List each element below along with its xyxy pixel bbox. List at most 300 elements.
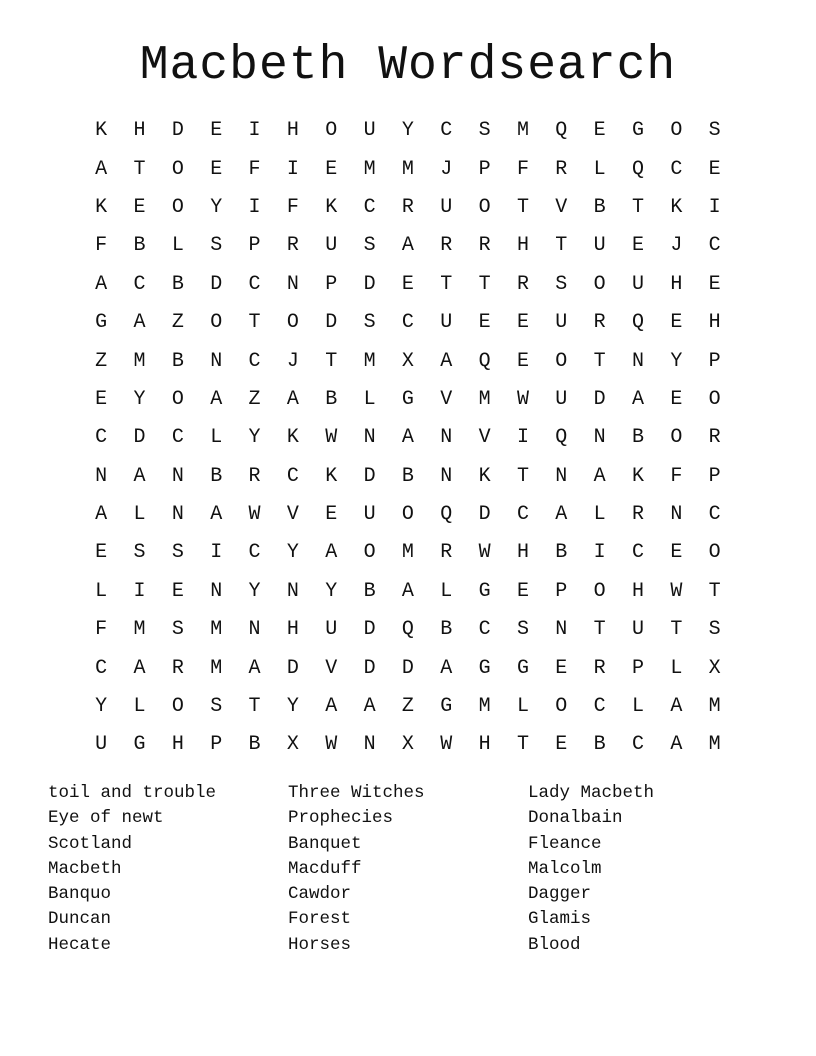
- grid-cell: B: [401, 464, 414, 488]
- word-list-item: Banquet: [288, 833, 362, 854]
- grid-cell: C: [95, 426, 108, 450]
- grid-cell: U: [555, 311, 568, 335]
- grid-cell: I: [248, 119, 261, 143]
- grid-cell: T: [248, 695, 261, 719]
- grid-cell: P: [478, 157, 491, 181]
- grid-cell: R: [440, 541, 453, 565]
- grid-cell: H: [516, 541, 529, 565]
- grid-cell: R: [516, 272, 529, 296]
- grid-row: [82, 496, 734, 534]
- grid-cell: A: [133, 656, 146, 680]
- grid-cell: T: [516, 195, 529, 219]
- grid-cell: W: [325, 733, 338, 757]
- word-list-item: Banquo: [48, 884, 112, 905]
- grid-cell: N: [286, 579, 299, 603]
- grid-cell: K: [95, 119, 108, 143]
- grid-cell: E: [401, 272, 414, 296]
- grid-cell: H: [133, 119, 146, 143]
- grid-cell: W: [440, 733, 453, 757]
- grid-cell: E: [210, 119, 223, 143]
- grid-cell: M: [363, 349, 376, 373]
- grid-cell: D: [210, 272, 223, 296]
- grid-cell: O: [171, 195, 184, 219]
- grid-cell: A: [210, 503, 223, 527]
- grid-cell: C: [248, 349, 261, 373]
- grid-cell: E: [555, 733, 568, 757]
- grid-cell: O: [210, 311, 223, 335]
- grid-cell: A: [325, 695, 338, 719]
- grid-cell: B: [631, 426, 644, 450]
- grid-cell: T: [555, 234, 568, 258]
- grid-cell: A: [95, 272, 108, 296]
- grid-row: [82, 227, 734, 265]
- grid-cell: R: [401, 195, 414, 219]
- grid-cell: T: [325, 349, 338, 373]
- grid-cell: C: [248, 272, 261, 296]
- grid-cell: R: [708, 426, 721, 450]
- grid-cell: Z: [248, 387, 261, 411]
- grid-row: [82, 649, 734, 687]
- word-list: [48, 781, 768, 958]
- grid-cell: A: [670, 695, 683, 719]
- grid-cell: R: [440, 234, 453, 258]
- grid-cell: Y: [325, 579, 338, 603]
- grid-cell: B: [440, 618, 453, 642]
- grid-cell: P: [555, 579, 568, 603]
- grid-cell: P: [325, 272, 338, 296]
- word-list-item: Cawdor: [288, 884, 352, 905]
- grid-cell: Z: [171, 311, 184, 335]
- grid-cell: C: [708, 503, 721, 527]
- grid-cell: O: [555, 695, 568, 719]
- grid-cell: E: [325, 157, 338, 181]
- grid-cell: S: [210, 695, 223, 719]
- grid-cell: O: [670, 119, 683, 143]
- grid-cell: Q: [631, 157, 644, 181]
- grid-cell: N: [363, 733, 376, 757]
- grid-cell: C: [478, 618, 491, 642]
- word-list-item: Duncan: [48, 909, 112, 930]
- grid-row: [82, 573, 734, 611]
- grid-row: [82, 189, 734, 227]
- grid-cell: B: [363, 579, 376, 603]
- grid-cell: A: [133, 311, 146, 335]
- grid-cell: D: [363, 464, 376, 488]
- grid-row: [82, 304, 734, 342]
- grid-cell: X: [401, 349, 414, 373]
- grid-cell: S: [363, 234, 376, 258]
- grid-cell: T: [440, 272, 453, 296]
- grid-cell: A: [440, 349, 453, 373]
- grid-cell: E: [210, 157, 223, 181]
- grid-cell: E: [516, 349, 529, 373]
- grid-cell: E: [708, 272, 721, 296]
- grid-cell: N: [555, 618, 568, 642]
- grid-cell: U: [325, 618, 338, 642]
- grid-cell: C: [440, 119, 453, 143]
- word-list-item: Horses: [288, 934, 352, 955]
- grid-cell: Z: [401, 695, 414, 719]
- grid-cell: V: [555, 195, 568, 219]
- grid-cell: U: [593, 234, 606, 258]
- grid-cell: F: [95, 618, 108, 642]
- grid-cell: L: [670, 656, 683, 680]
- grid-cell: L: [363, 387, 376, 411]
- grid-cell: T: [516, 733, 529, 757]
- grid-cell: M: [478, 695, 491, 719]
- grid-cell: T: [593, 618, 606, 642]
- grid-cell: O: [363, 541, 376, 565]
- grid-row: [82, 266, 734, 304]
- grid-cell: U: [631, 618, 644, 642]
- grid-cell: P: [248, 234, 261, 258]
- grid-cell: T: [708, 579, 721, 603]
- grid-cell: O: [171, 157, 184, 181]
- grid-cell: R: [478, 234, 491, 258]
- grid-cell: Q: [631, 311, 644, 335]
- grid-row: [82, 726, 734, 764]
- grid-cell: C: [286, 464, 299, 488]
- grid-cell: I: [133, 579, 146, 603]
- grid-cell: E: [95, 387, 108, 411]
- grid-cell: C: [248, 541, 261, 565]
- grid-cell: S: [171, 541, 184, 565]
- grid-cell: A: [210, 387, 223, 411]
- grid-cell: A: [248, 656, 261, 680]
- grid-cell: T: [670, 618, 683, 642]
- grid-cell: S: [708, 119, 721, 143]
- grid-cell: D: [171, 119, 184, 143]
- grid-cell: A: [95, 503, 108, 527]
- grid-cell: Y: [286, 695, 299, 719]
- grid-cell: N: [210, 579, 223, 603]
- word-list-item: Lady Macbeth: [528, 783, 655, 803]
- grid-row: [82, 688, 734, 726]
- grid-cell: N: [593, 426, 606, 450]
- grid-cell: M: [210, 656, 223, 680]
- grid-cell: F: [95, 234, 108, 258]
- grid-cell: B: [248, 733, 261, 757]
- grid-cell: B: [171, 272, 184, 296]
- grid-cell: Z: [95, 349, 108, 373]
- grid-cell: D: [593, 387, 606, 411]
- grid-cell: H: [478, 733, 491, 757]
- grid-cell: L: [593, 157, 606, 181]
- word-list-item: Macbeth: [48, 858, 122, 879]
- grid-cell: L: [440, 579, 453, 603]
- grid-cell: E: [171, 579, 184, 603]
- grid-cell: T: [593, 349, 606, 373]
- grid-cell: T: [133, 157, 146, 181]
- grid-cell: K: [478, 464, 491, 488]
- grid-row: [82, 381, 734, 419]
- grid-cell: K: [95, 195, 108, 219]
- grid-cell: F: [516, 157, 529, 181]
- grid-cell: T: [478, 272, 491, 296]
- grid-cell: M: [401, 157, 414, 181]
- grid-cell: I: [210, 541, 223, 565]
- grid-cell: X: [286, 733, 299, 757]
- grid-cell: K: [631, 464, 644, 488]
- grid-cell: K: [325, 195, 338, 219]
- grid-cell: I: [516, 426, 529, 450]
- grid-cell: G: [478, 579, 491, 603]
- grid-cell: A: [95, 157, 108, 181]
- grid-cell: J: [670, 234, 683, 258]
- grid-row: [82, 534, 734, 572]
- grid-cell: E: [133, 195, 146, 219]
- grid-cell: O: [708, 541, 721, 565]
- word-list-item: Donalbain: [528, 808, 623, 829]
- grid-cell: N: [95, 464, 108, 488]
- word-list-item: Dagger: [528, 884, 592, 905]
- grid-cell: N: [286, 272, 299, 296]
- grid-cell: U: [631, 272, 644, 296]
- grid-cell: U: [363, 119, 376, 143]
- grid-cell: E: [555, 656, 568, 680]
- grid-cell: N: [171, 464, 184, 488]
- grid-cell: W: [248, 503, 261, 527]
- grid-cell: C: [401, 311, 414, 335]
- grid-row: [82, 419, 734, 457]
- grid-cell: S: [363, 311, 376, 335]
- grid-cell: N: [248, 618, 261, 642]
- grid-cell: Y: [401, 119, 414, 143]
- grid-row: [82, 112, 734, 150]
- page-title: Macbeth Wordsearch: [139, 39, 677, 93]
- grid-cell: H: [286, 119, 299, 143]
- grid-cell: H: [516, 234, 529, 258]
- grid-cell: E: [670, 387, 683, 411]
- grid-cell: A: [631, 387, 644, 411]
- grid-cell: O: [670, 426, 683, 450]
- grid-cell: P: [708, 349, 721, 373]
- grid-cell: K: [670, 195, 683, 219]
- grid-cell: N: [670, 503, 683, 527]
- grid-cell: O: [708, 387, 721, 411]
- grid-cell: I: [286, 157, 299, 181]
- grid-cell: C: [171, 426, 184, 450]
- grid-cell: Y: [248, 426, 261, 450]
- grid-cell: S: [210, 234, 223, 258]
- grid-cell: G: [401, 387, 414, 411]
- grid-cell: P: [631, 656, 644, 680]
- letter-grid: [82, 112, 734, 765]
- grid-cell: C: [708, 234, 721, 258]
- grid-cell: J: [286, 349, 299, 373]
- grid-cell: G: [133, 733, 146, 757]
- grid-cell: Q: [478, 349, 491, 373]
- word-list-item: Hecate: [48, 934, 112, 955]
- grid-row: [82, 611, 734, 649]
- grid-cell: B: [210, 464, 223, 488]
- grid-cell: F: [286, 195, 299, 219]
- grid-cell: R: [631, 503, 644, 527]
- grid-cell: Q: [555, 119, 568, 143]
- grid-cell: T: [631, 195, 644, 219]
- grid-cell: R: [593, 311, 606, 335]
- grid-cell: R: [593, 656, 606, 680]
- grid-cell: T: [248, 311, 261, 335]
- word-list-item: Eye of newt: [48, 808, 164, 829]
- grid-cell: Q: [555, 426, 568, 450]
- grid-row: [82, 342, 734, 380]
- word-list-item: Macduff: [288, 858, 362, 879]
- grid-cell: J: [440, 157, 453, 181]
- grid-cell: Y: [248, 579, 261, 603]
- grid-cell: M: [516, 119, 529, 143]
- grid-cell: M: [478, 387, 491, 411]
- grid-cell: D: [133, 426, 146, 450]
- grid-cell: G: [516, 656, 529, 680]
- grid-cell: M: [708, 733, 721, 757]
- grid-cell: M: [401, 541, 414, 565]
- word-list-item: Blood: [528, 934, 581, 955]
- grid-cell: O: [593, 579, 606, 603]
- grid-cell: A: [401, 234, 414, 258]
- grid-cell: G: [478, 656, 491, 680]
- grid-cell: L: [133, 695, 146, 719]
- grid-cell: D: [363, 618, 376, 642]
- grid-cell: A: [286, 387, 299, 411]
- grid-cell: H: [171, 733, 184, 757]
- grid-cell: H: [670, 272, 683, 296]
- grid-cell: U: [555, 387, 568, 411]
- grid-cell: E: [670, 311, 683, 335]
- grid-cell: U: [363, 503, 376, 527]
- grid-cell: R: [286, 234, 299, 258]
- grid-cell: E: [708, 157, 721, 181]
- grid-cell: I: [593, 541, 606, 565]
- grid-cell: U: [95, 733, 108, 757]
- grid-cell: Q: [401, 618, 414, 642]
- grid-cell: A: [593, 464, 606, 488]
- grid-cell: B: [555, 541, 568, 565]
- grid-cell: S: [555, 272, 568, 296]
- grid-cell: V: [325, 656, 338, 680]
- grid-cell: A: [401, 426, 414, 450]
- grid-cell: B: [325, 387, 338, 411]
- grid-cell: M: [363, 157, 376, 181]
- word-list-item: Scotland: [48, 833, 133, 854]
- grid-cell: O: [593, 272, 606, 296]
- grid-cell: D: [325, 311, 338, 335]
- grid-cell: X: [401, 733, 414, 757]
- grid-cell: N: [555, 464, 568, 488]
- grid-cell: B: [133, 234, 146, 258]
- grid-cell: L: [593, 503, 606, 527]
- grid-cell: E: [516, 579, 529, 603]
- grid-cell: F: [248, 157, 261, 181]
- word-list-item: Forest: [288, 909, 352, 930]
- grid-cell: H: [286, 618, 299, 642]
- grid-cell: C: [363, 195, 376, 219]
- grid-cell: D: [363, 656, 376, 680]
- grid-cell: N: [171, 503, 184, 527]
- grid-cell: C: [631, 733, 644, 757]
- grid-row: [82, 150, 734, 188]
- grid-cell: L: [133, 503, 146, 527]
- grid-cell: M: [210, 618, 223, 642]
- grid-cell: S: [133, 541, 146, 565]
- grid-cell: D: [286, 656, 299, 680]
- grid-cell: E: [593, 119, 606, 143]
- grid-cell: E: [670, 541, 683, 565]
- grid-cell: C: [133, 272, 146, 296]
- grid-cell: R: [171, 656, 184, 680]
- grid-cell: V: [478, 426, 491, 450]
- word-list-item: Malcolm: [528, 858, 602, 879]
- grid-cell: D: [363, 272, 376, 296]
- grid-cell: F: [670, 464, 683, 488]
- grid-cell: Y: [133, 387, 146, 411]
- grid-cell: P: [708, 464, 721, 488]
- grid-cell: R: [248, 464, 261, 488]
- grid-cell: R: [555, 157, 568, 181]
- grid-cell: K: [286, 426, 299, 450]
- grid-cell: Y: [210, 195, 223, 219]
- grid-cell: C: [516, 503, 529, 527]
- grid-cell: G: [440, 695, 453, 719]
- grid-cell: O: [478, 195, 491, 219]
- grid-cell: E: [325, 503, 338, 527]
- grid-cell: S: [171, 618, 184, 642]
- grid-cell: I: [248, 195, 261, 219]
- grid-cell: M: [708, 695, 721, 719]
- grid-cell: U: [440, 311, 453, 335]
- grid-cell: E: [478, 311, 491, 335]
- grid-cell: A: [670, 733, 683, 757]
- grid-cell: W: [325, 426, 338, 450]
- grid-cell: H: [708, 311, 721, 335]
- grid-cell: C: [593, 695, 606, 719]
- grid-cell: O: [171, 695, 184, 719]
- word-list-item: Fleance: [528, 833, 602, 854]
- grid-cell: O: [286, 311, 299, 335]
- grid-cell: A: [440, 656, 453, 680]
- grid-cell: O: [401, 503, 414, 527]
- word-list-item: Three Witches: [288, 783, 425, 803]
- grid-cell: S: [708, 618, 721, 642]
- grid-cell: M: [133, 618, 146, 642]
- grid-cell: O: [555, 349, 568, 373]
- grid-cell: A: [555, 503, 568, 527]
- grid-cell: U: [325, 234, 338, 258]
- grid-cell: L: [516, 695, 529, 719]
- grid-cell: M: [133, 349, 146, 373]
- grid-cell: W: [478, 541, 491, 565]
- grid-cell: N: [440, 464, 453, 488]
- grid-cell: A: [363, 695, 376, 719]
- grid-cell: H: [631, 579, 644, 603]
- grid-cell: L: [210, 426, 223, 450]
- grid-cell: L: [95, 579, 108, 603]
- grid-cell: B: [593, 195, 606, 219]
- grid-cell: E: [516, 311, 529, 335]
- grid-cell: O: [325, 119, 338, 143]
- grid-cell: I: [708, 195, 721, 219]
- grid-cell: N: [210, 349, 223, 373]
- grid-cell: B: [593, 733, 606, 757]
- word-list-item: toil and trouble: [48, 783, 217, 803]
- grid-cell: V: [286, 503, 299, 527]
- grid-cell: D: [478, 503, 491, 527]
- grid-cell: D: [401, 656, 414, 680]
- grid-cell: C: [631, 541, 644, 565]
- grid-cell: P: [210, 733, 223, 757]
- grid-cell: G: [631, 119, 644, 143]
- grid-cell: N: [440, 426, 453, 450]
